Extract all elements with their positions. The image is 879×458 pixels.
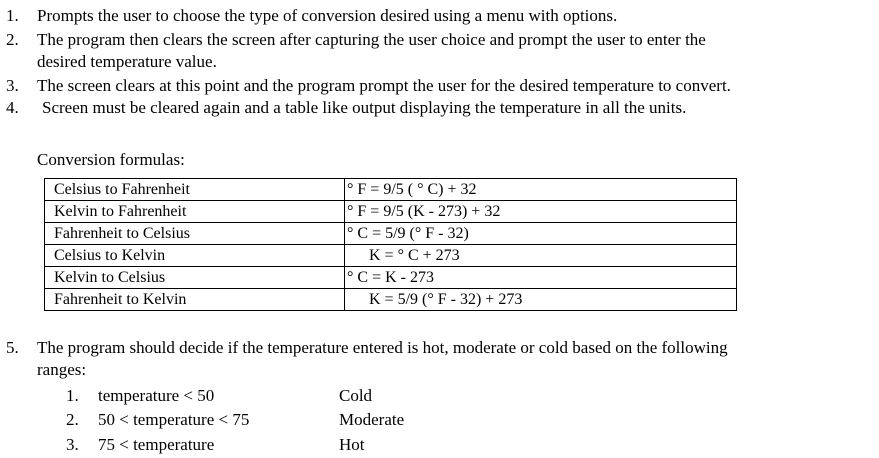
step-text: The screen clears at this point and the program prompt the user for the desired temperature to convert. xyxy=(37,76,731,95)
range-number: 2. xyxy=(66,410,79,429)
table-row xyxy=(45,179,737,201)
range-number: 3. xyxy=(66,435,79,454)
step-text-line-2: ranges: xyxy=(37,360,87,379)
range-label: Cold xyxy=(339,386,373,405)
step-text-line-2: desired temperature value. xyxy=(37,52,217,71)
conversion-formula: K = 5/9 (° F - 32) + 273 xyxy=(345,289,737,311)
step-text: Prompts the user to choose the type of conversion desired using a menu with options. xyxy=(37,6,618,25)
table-row xyxy=(45,245,737,267)
table-row xyxy=(45,267,737,289)
conversion-formula: K = ° C + 273 xyxy=(345,245,737,267)
range-condition: 75 < temperature xyxy=(98,435,215,454)
step-number: 4. xyxy=(6,98,19,117)
table-row xyxy=(45,201,737,223)
table-row xyxy=(45,289,737,311)
conversion-name: Celsius to Fahrenheit xyxy=(45,179,345,201)
conversion-name: Kelvin to Celsius xyxy=(45,267,345,289)
conversion-formula: ° F = 9/5 (K - 273) + 32 xyxy=(345,201,737,223)
formulas-caption: Conversion formulas: xyxy=(37,150,185,169)
conversion-name: Fahrenheit to Kelvin xyxy=(45,289,345,311)
step-number: 5. xyxy=(6,338,19,357)
range-condition: temperature < 50 xyxy=(98,386,215,405)
step-text-line-1: The program should decide if the temperature entered is hot, moderate or cold based on the following xyxy=(37,338,728,357)
conversion-name: Kelvin to Fahrenheit xyxy=(45,201,345,223)
formulas-table xyxy=(44,178,737,311)
conversion-name: Celsius to Kelvin xyxy=(45,245,345,267)
range-number: 1. xyxy=(66,386,79,405)
range-condition: 50 < temperature < 75 xyxy=(98,410,250,429)
conversion-formula: ° C = K - 273 xyxy=(345,267,737,289)
step-text: Screen must be cleared again and a table like output displaying the temperature in all the units. xyxy=(42,98,687,117)
conversion-formula: ° C = 5/9 (° F - 32) xyxy=(345,223,737,245)
step-number: 1. xyxy=(6,6,19,25)
conversion-name: Fahrenheit to Celsius xyxy=(45,223,345,245)
step-number: 3. xyxy=(6,76,19,95)
range-label: Moderate xyxy=(339,410,405,429)
step-text-line-1: The program then clears the screen after capturing the user choice and prompt the user to enter the xyxy=(37,30,706,49)
conversion-formula: ° F = 9/5 ( ° C) + 32 xyxy=(345,179,737,201)
range-label: Hot xyxy=(339,435,365,454)
step-number: 2. xyxy=(6,30,19,49)
table-row xyxy=(45,223,737,245)
